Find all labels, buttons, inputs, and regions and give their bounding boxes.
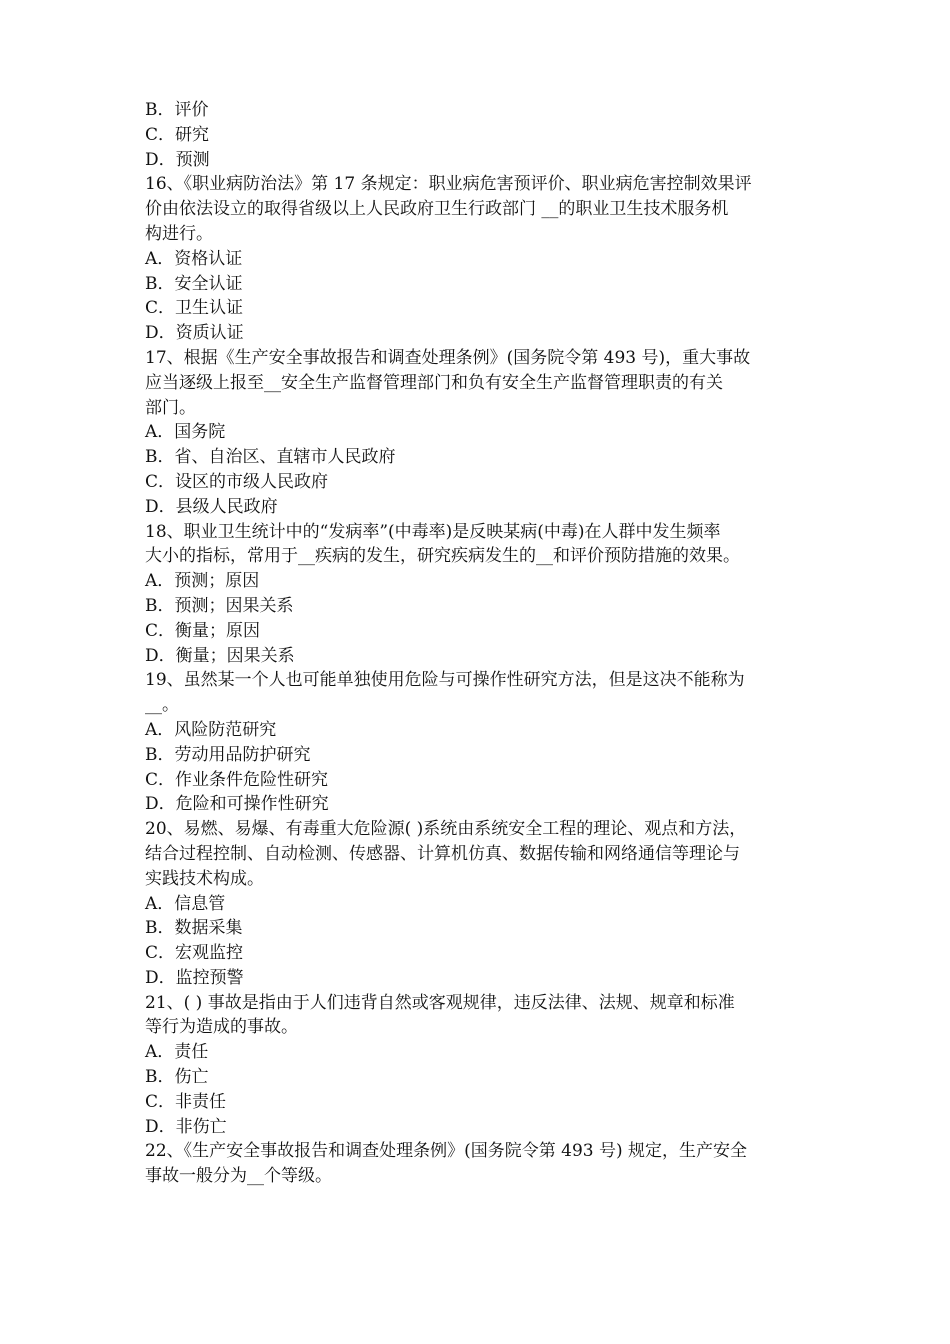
question-16-option-a: A．资格认证 [145,248,243,269]
question-21-option-d: D．非伤亡 [145,1116,227,1137]
question-18-option-d: D．衡量；因果关系 [145,645,295,666]
question-20-option-d: D．监控预警 [145,967,244,988]
option-c: C．研究 [145,124,210,145]
question-17 [145,346,817,520]
question-19-option-d: D．危险和可操作性研究 [145,794,329,815]
question-17-option-b: B．省、自治区、直辖市人民政府 [145,447,396,468]
question-17-line-2: 应当逐级上报至__安全生产监督管理部门和负有安全生产监督管理职责的有关 [145,372,723,393]
question-22-line-1: 22、《生产安全事故报告和调查处理条例》(国务院令第 493 号) 规定，生产安全 [145,1141,748,1162]
question-19-option-c: C．作业条件危险性研究 [145,769,329,790]
question-18-option-b: B．预测；因果关系 [145,595,294,616]
question-16-option-c: C．卫生认证 [145,298,244,319]
question-20-option-c: C．宏观监控 [145,943,244,964]
leading-options [145,98,817,172]
question-21-option-b: B．伤亡 [145,1067,209,1088]
question-17-option-a: A．国务院 [145,422,226,443]
question-19-option-b: B．劳动用品防护研究 [145,744,311,765]
question-16-option-d: D．资质认证 [145,323,244,344]
document-page [145,98,817,1189]
question-19-line-2: __。 [145,695,179,716]
question-20-line-2: 结合过程控制、自动检测、传感器、计算机仿真、数据传输和网络通信等理论与 [145,843,740,864]
question-18-line-2: 大小的指标，常用于__疾病的发生，研究疾病发生的__和评价预防措施的效果。 [145,546,740,567]
question-19-line-1: 19、虽然某一个人也可能单独使用危险与可操作性研究方法，但是这决不能称为 [145,670,745,691]
option-b: B．评价 [145,100,209,120]
question-16-line-2: 价由依法设立的取得省级以上人民政府卫生行政部门 __的职业卫生技术服务机 [145,199,729,220]
question-17-line-1: 17、根据《生产安全事故报告和调查处理条例》(国务院令第 493 号)，重大事故 [145,347,751,368]
question-21-line-2: 等行为造成的事故。 [145,1017,298,1038]
question-20-option-b: B．数据采集 [145,918,243,939]
question-18-option-c: C．衡量；原因 [145,620,261,641]
question-22 [145,1139,817,1189]
question-17-option-c: C．设区的市级人民政府 [145,471,329,492]
question-18-line-1: 18、职业卫生统计中的“发病率”(中毒率)是反映某病(中毒)在人群中发生频率 [145,521,721,542]
question-16-line-1: 16、《职业病防治法》第 17 条规定：职业病危害预评价、职业病危害控制效果评 [145,174,752,195]
question-16-line-3: 构进行。 [145,223,213,244]
question-20 [145,817,817,991]
question-22-line-2: 事故一般分为__个等级。 [145,1166,332,1187]
question-21 [145,991,817,1140]
question-19 [145,668,817,817]
question-17-line-3: 部门。 [145,397,196,418]
question-18 [145,520,817,669]
option-d: D．预测 [145,149,210,170]
question-19-option-a: A．风险防范研究 [145,719,277,740]
question-18-option-a: A．预测；原因 [145,571,260,592]
question-16 [145,172,817,346]
question-21-option-a: A．责任 [145,1042,209,1063]
question-20-option-a: A．信息管 [145,893,226,914]
question-21-line-1: 21、( ) 事故是指由于人们违背自然或客观规律，违反法律、法规、规章和标准 [145,992,735,1013]
question-21-option-c: C．非责任 [145,1091,227,1112]
question-20-line-3: 实践技术构成。 [145,868,264,889]
question-20-line-1: 20、易燃、易爆、有毒重大危险源( )系统由系统安全工程的理论、观点和方法， [145,819,747,840]
question-17-option-d: D．县级人民政府 [145,496,278,517]
question-16-option-b: B．安全认证 [145,273,243,294]
